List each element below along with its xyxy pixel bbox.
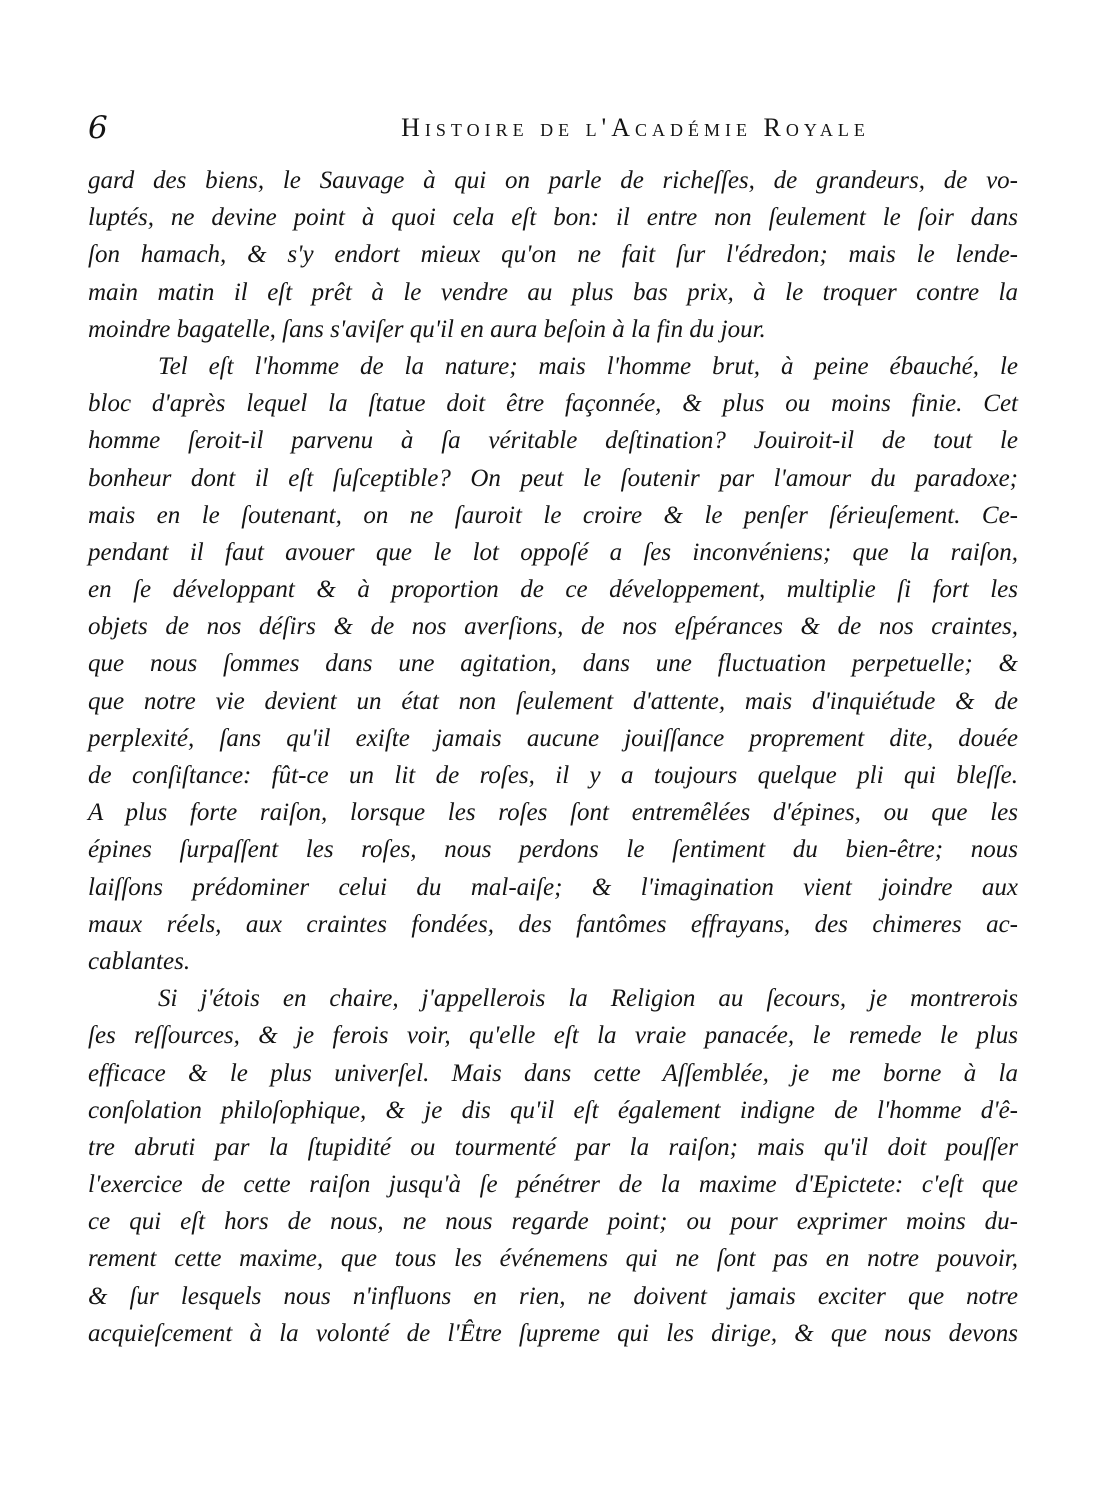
text-line: rement cette maxime, que tous les événemens qui ne ſont pas en notre pouvoir, — [88, 1245, 1018, 1273]
text-line: perplexité, ſans qu'il exiſte jamais aucune jouiſſance proprement dite, douée — [88, 724, 1018, 752]
text-line: main matin il eſt prêt à le vendre au plus bas prix, à le troquer contre la — [88, 278, 1018, 306]
text-line: gard des biens, le Sauvage à qui on parle de richeſſes, de grandeurs, de vo- — [88, 167, 1018, 194]
text-line: que notre vie devient un état non ſeulement d'attente, mais d'inquiétude & de — [88, 687, 1018, 715]
text-line: moindre bagatelle, ſans s'aviſer qu'il en aura beſoin à la fin du jour. — [88, 315, 766, 343]
text-line: de conſiſtance: fût-ce un lit de roſes, il y a toujours quelque pli qui bleſſe. — [88, 762, 1018, 789]
running-title: Histoire de l'Académie Royale — [401, 113, 870, 142]
text-line: laiſſons prédominer celui du mal-aiſe; & l'imagination vient joindre aux — [88, 873, 1018, 901]
text-line: ſes reſſources, & je ferois voir, qu'elle eſt la vraie panacée, le remede le plus — [88, 1022, 1018, 1050]
text-line: bonheur dont il eſt ſuſceptible? On peut le ſoutenir par l'amour du paradoxe; — [88, 464, 1018, 492]
text-line: Si j'étois en chaire, j'appellerois la Religion au ſecours, je montrerois — [158, 985, 1018, 1013]
running-head — [88, 106, 1013, 150]
text-line: conſolation philoſophique, & je dis qu'il eſt également indigne de l'homme d'ê- — [88, 1096, 1018, 1124]
text-line: bloc d'après lequel la ſtatue doit être façonnée, & plus ou moins finie. Cet — [88, 390, 1018, 418]
text-line: tre abruti par la ſtupidité ou tourmenté par la raiſon; mais qu'il doit pouſſer — [88, 1133, 1018, 1161]
text-line: efficace & le plus univerſel. Mais dans cette Aſſemblée, je me borne à la — [88, 1059, 1018, 1087]
text-line: ce qui eſt hors de nous, ne nous regarde point; ou pour exprimer moins du- — [88, 1208, 1018, 1236]
text-line: épines ſurpaſſent les roſes, nous perdons le ſentiment du bien-être; nous — [88, 836, 1018, 864]
text-line: cablantes. — [88, 947, 191, 975]
page-number: 6 — [88, 110, 108, 146]
text-line: acquieſcement à la volonté de l'Être ſupreme qui les dirige, & que nous devons — [88, 1319, 1018, 1347]
text-line: objets de nos déſirs & de nos averſions, de nos eſpérances & de nos craintes, — [88, 613, 1018, 641]
paragraph-1 — [88, 162, 1018, 348]
text-line: luptés, ne devine point à quoi cela eſt bon: il entre non ſeulement le ſoir dans — [88, 204, 1018, 232]
text-line: & ſur lesquels nous n'influons en rien, ne doivent jamais exciter que notre — [88, 1282, 1018, 1310]
text-line: A plus forte raiſon, lorsque les roſes ſont entremêlées d'épines, ou que les — [88, 799, 1018, 827]
text-line: en ſe développant & à proportion de ce développement, multiplie ſi fort les — [88, 576, 1018, 604]
text-line: l'exercice de cette raiſon jusqu'à ſe pénétrer de la maxime d'Epictete: c'eſt que — [88, 1171, 1018, 1199]
text-line: ſon hamach, & s'y endort mieux qu'on ne fait ſur l'édredon; mais le lende- — [88, 241, 1018, 269]
paragraph-2 — [88, 348, 1018, 980]
text-line: maux réels, aux craintes fondées, des fantômes effrayans, des chimeres ac- — [88, 910, 1018, 938]
text-line: mais en le ſoutenant, on ne ſauroit le croire & le penſer ſérieuſement. Ce- — [88, 501, 1018, 529]
text-line: pendant il faut avouer que le lot oppoſé a ſes inconvéniens; que la raiſon, — [88, 538, 1018, 566]
text-line: Tel eſt l'homme de la nature; mais l'homme brut, à peine ébauché, le — [158, 352, 1018, 380]
text-line: que nous ſommes dans une agitation, dans une fluctuation perpetuelle; & — [88, 650, 1018, 678]
body-text — [88, 162, 1018, 1352]
text-line: homme ſeroit-il parvenu à ſa véritable deſtination? Jouiroit-il de tout le — [88, 427, 1018, 455]
paragraph-3 — [88, 980, 1018, 1352]
